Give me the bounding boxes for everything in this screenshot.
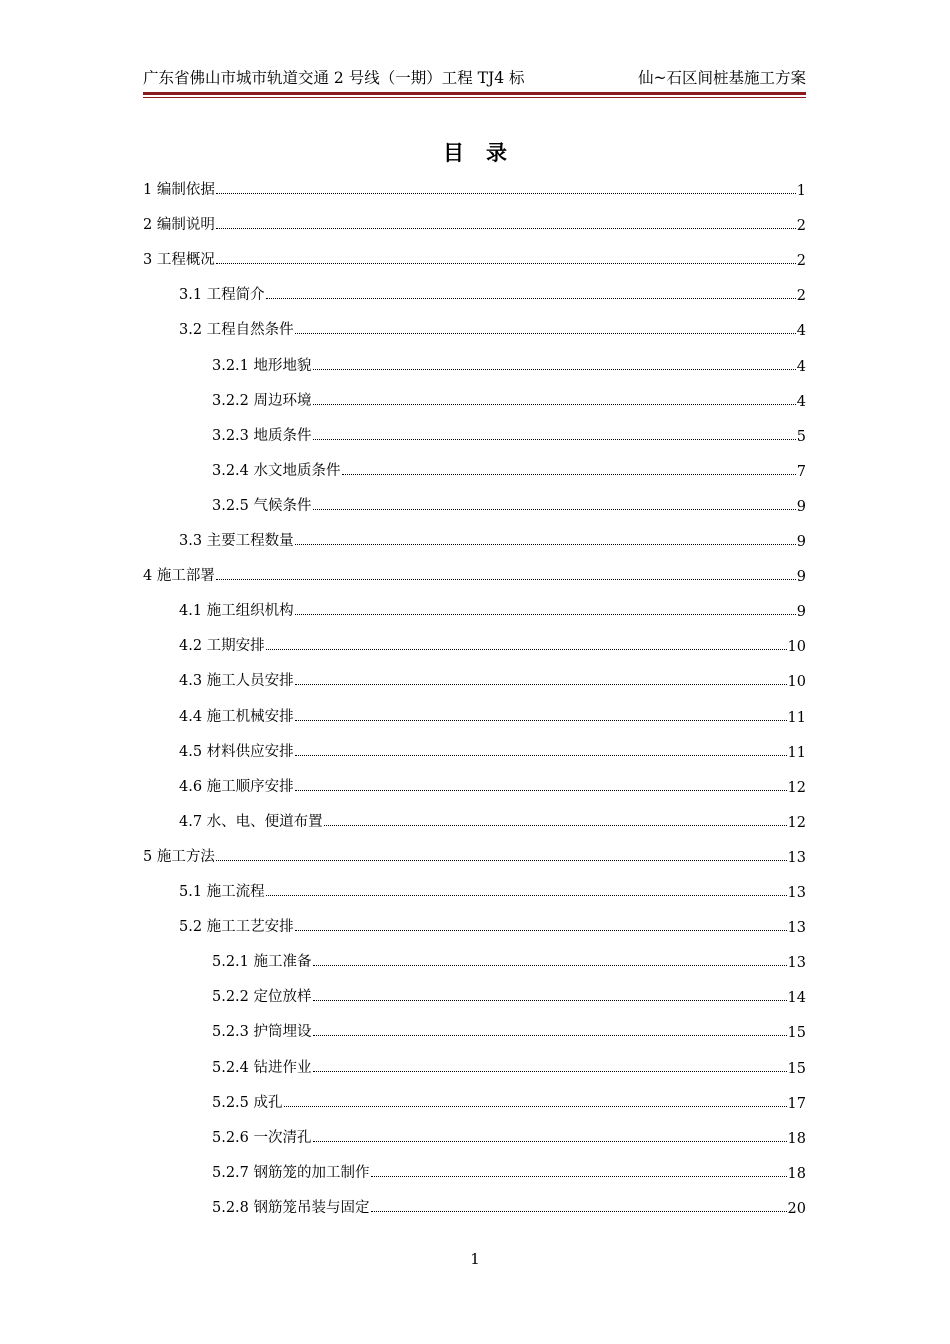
toc-leader-dots (295, 543, 796, 545)
toc-entry[interactable] (212, 1195, 806, 1217)
toc-entry[interactable] (179, 739, 806, 761)
toc-entry-page: 9 (796, 498, 806, 515)
toc-entry[interactable] (143, 844, 806, 866)
toc-leader-dots (371, 1175, 787, 1177)
toc-leader-dots (313, 999, 787, 1001)
toc-entry-page: 18 (787, 1165, 806, 1182)
toc-leader-dots (295, 613, 796, 615)
header-rule-thin (143, 97, 806, 98)
toc-entry-page: 13 (787, 849, 806, 866)
toc-entry-label: 5.2.1 施工准备 (212, 954, 312, 971)
toc-entry-page: 15 (787, 1060, 806, 1077)
toc-entry[interactable] (143, 177, 806, 199)
toc-entry-page: 5 (796, 428, 806, 445)
toc-entry[interactable] (212, 984, 806, 1006)
toc-entry-page: 11 (787, 744, 806, 761)
toc-entry[interactable] (143, 212, 806, 234)
toc-entry-label: 2 编制说明 (143, 217, 215, 234)
toc-entry-page: 11 (787, 709, 806, 726)
page-number: 1 (470, 1250, 480, 1268)
toc-entry-page: 9 (796, 534, 806, 550)
toc-entry-page: 10 (787, 674, 806, 691)
page-title: 目录 (443, 140, 529, 165)
toc-leader-dots (313, 508, 796, 510)
toc-entry-label: 5 施工方法 (143, 848, 215, 865)
toc-entry-label: 3.2 工程自然条件 (179, 322, 294, 339)
toc-entry[interactable] (179, 633, 806, 655)
toc-entry-label: 5.2.6 一次清孔 (212, 1129, 312, 1146)
toc-entry[interactable] (179, 282, 806, 304)
toc-entry-label: 5.1 施工流程 (179, 884, 265, 900)
toc-entry-page: 13 (787, 920, 806, 937)
toc-entry-label: 4.1 施工组织机构 (179, 603, 294, 620)
toc-entry-label: 3.2.1 地形地貌 (212, 357, 312, 374)
toc-entry-label: 4 施工部署 (143, 568, 215, 585)
toc-leader-dots (295, 332, 796, 334)
toc-entry-label: 5.2.4 钻进作业 (212, 1059, 312, 1076)
toc-entry-label: 4.3 施工人员安排 (179, 673, 294, 690)
toc-entry-label: 4.5 材料供应安排 (179, 743, 294, 760)
toc-entry[interactable] (212, 1125, 806, 1147)
toc-leader-dots (313, 964, 787, 966)
toc-entry[interactable] (143, 247, 806, 269)
toc-entry-page: 18 (787, 1130, 806, 1147)
toc-leader-dots (342, 473, 796, 475)
toc-entry-label: 3.2.2 周边环境 (212, 392, 312, 409)
header-document-name: 仙~石区间桩基施工方案 (638, 69, 806, 87)
toc-entry[interactable] (143, 563, 806, 585)
header-project-name: 广东省佛山市城市轨道交通 2 号线（一期）工程 TJ4 标 (143, 69, 525, 87)
toc-leader-dots (216, 192, 796, 194)
toc-entry-page: 2 (796, 218, 806, 235)
toc-entry-page: 4 (796, 323, 806, 340)
toc-entry-page: 1 (796, 183, 806, 199)
toc-entry[interactable] (179, 704, 806, 726)
toc-entry-page: 17 (787, 1095, 806, 1112)
toc-leader-dots (313, 438, 796, 440)
page-header (143, 66, 806, 90)
toc-leader-dots (313, 368, 796, 370)
toc-entry[interactable] (212, 1019, 806, 1041)
header-rule-thick (143, 92, 806, 95)
toc-entry-label: 5.2.5 成孔 (212, 1094, 283, 1111)
toc-leader-dots (313, 1070, 787, 1072)
toc-entry[interactable] (179, 668, 806, 690)
toc-entry[interactable] (179, 528, 806, 550)
toc-leader-dots (313, 1034, 787, 1036)
toc-leader-dots (313, 403, 796, 405)
toc-entry-label: 5.2.8 钢筋笼吊装与固定 (212, 1199, 370, 1216)
toc-entry-label: 5.2.2 定位放样 (212, 989, 312, 1006)
toc-entry-page: 7 (796, 463, 806, 480)
toc-entry-page: 9 (796, 569, 806, 586)
toc-entry-label: 3 工程概况 (143, 252, 215, 269)
toc-entry[interactable] (212, 493, 806, 515)
toc-leader-dots (216, 578, 796, 580)
toc-entry-page: 13 (787, 885, 806, 901)
toc-entry[interactable] (212, 423, 806, 445)
toc-entry-label: 3.2.5 气候条件 (212, 497, 312, 514)
toc-entry-label: 4.2 工期安排 (179, 638, 265, 655)
toc-leader-dots (295, 683, 787, 685)
toc-entry-label: 4.4 施工机械安排 (179, 708, 294, 725)
toc-leader-dots (266, 648, 787, 650)
toc-entry[interactable] (179, 879, 806, 901)
toc-entry[interactable] (212, 353, 806, 375)
toc-leader-dots (295, 719, 787, 721)
toc-entry-page: 2 (796, 288, 806, 305)
toc-entry[interactable] (212, 458, 806, 480)
toc-leader-dots (313, 1140, 787, 1142)
toc-entry-label: 5.2.3 护筒埋设 (212, 1024, 312, 1041)
toc-leader-dots (216, 262, 796, 264)
toc-entry-page: 20 (787, 1200, 806, 1217)
toc-entry[interactable] (179, 774, 806, 796)
toc-entry-label: 5.2.7 钢筋笼的加工制作 (212, 1164, 370, 1181)
toc-entry-page: 12 (787, 814, 806, 831)
toc-entry-label: 3.2.3 地质条件 (212, 427, 312, 444)
toc-entry-page: 12 (787, 779, 806, 796)
toc-entry-label: 4.6 施工顺序安排 (179, 778, 294, 795)
toc-entry[interactable] (212, 949, 806, 971)
toc-entry[interactable] (179, 809, 806, 831)
toc-leader-dots (266, 894, 787, 896)
toc-leader-dots (295, 754, 787, 756)
toc-entry-label: 4.7 水、电、便道布置 (179, 813, 323, 830)
toc-entry-label: 5.2 施工工艺安排 (179, 919, 294, 936)
toc-entry-label: 3.1 工程简介 (179, 287, 265, 304)
toc-leader-dots (284, 1105, 787, 1107)
toc-entry-page: 15 (787, 1025, 806, 1042)
toc-entry-label: 1 编制依据 (143, 182, 215, 198)
toc-entry-page: 14 (787, 990, 806, 1007)
toc-leader-dots (266, 297, 796, 299)
toc-entry[interactable] (179, 914, 806, 936)
toc-entry[interactable] (179, 598, 806, 620)
toc-entry-label: 3.2.4 水文地质条件 (212, 462, 341, 479)
toc-leader-dots (295, 789, 787, 791)
toc-entry-page: 2 (796, 253, 806, 270)
toc-leader-dots (371, 1210, 787, 1212)
toc-entry-page: 13 (787, 955, 806, 972)
toc-entry[interactable] (212, 388, 806, 410)
toc-leader-dots (216, 859, 787, 861)
toc-leader-dots (295, 929, 787, 931)
toc-entry-page: 9 (796, 604, 806, 621)
toc-entry-label: 3.3 主要工程数量 (179, 533, 294, 549)
toc-entry-page: 10 (787, 639, 806, 656)
toc-entry-page: 4 (796, 358, 806, 375)
toc-entry[interactable] (179, 317, 806, 339)
toc-entry-page: 4 (796, 393, 806, 410)
toc-entry[interactable] (212, 1090, 806, 1112)
toc-entry[interactable] (212, 1160, 806, 1182)
toc-leader-dots (324, 824, 787, 826)
toc-entry[interactable] (212, 1055, 806, 1077)
toc-leader-dots (216, 227, 796, 229)
